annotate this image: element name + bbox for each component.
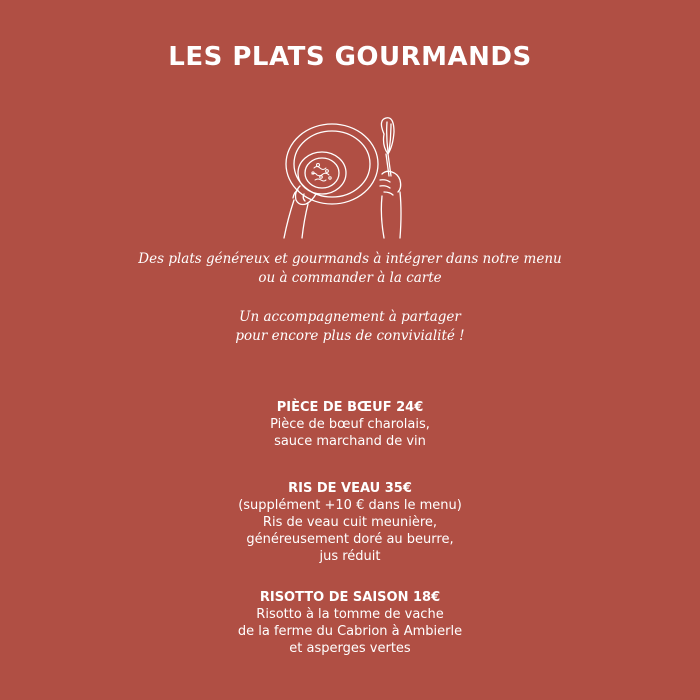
dish-item — [0, 480, 700, 565]
dish-description-line: sauce marchand de vin — [274, 434, 426, 449]
dish-name: PIÈCE DE BŒUF 24€ — [276, 400, 424, 415]
page-title: LES PLATS GOURMANDS — [168, 42, 532, 72]
dish-description-line: Pièce de bœuf charolais, — [270, 417, 430, 432]
dish-item — [0, 589, 700, 657]
dish-item — [0, 399, 700, 450]
dish-name: RIS DE VEAU 35€ — [288, 481, 412, 496]
hands-bowl-whisk-icon — [280, 116, 430, 246]
dish-description-line: Ris de veau cuit meunière, — [262, 515, 438, 530]
tagline-text — [0, 308, 700, 346]
intro-text — [0, 250, 700, 288]
dish-name: RISOTTO DE SAISON 18€ — [259, 590, 441, 605]
dish-description-line: jus réduit — [319, 549, 381, 564]
tagline-line: pour encore plus de convivialité ! — [235, 328, 465, 344]
dish-description-line: (supplément +10 € dans le menu) — [238, 498, 462, 513]
dish-description-line: et asperges vertes — [289, 641, 411, 656]
dish-description-line: Risotto à la tomme de vache — [256, 607, 444, 622]
dish-description-line: de la ferme du Cabrion à Ambierle — [237, 624, 463, 639]
tagline-line: Un accompagnement à partager — [239, 309, 461, 325]
intro-line: ou à commander à la carte — [258, 270, 442, 286]
dish-description-line: généreusement doré au beurre, — [246, 532, 454, 547]
intro-line: Des plats généreux et gourmands à intégrer dans notre menu — [138, 251, 562, 267]
